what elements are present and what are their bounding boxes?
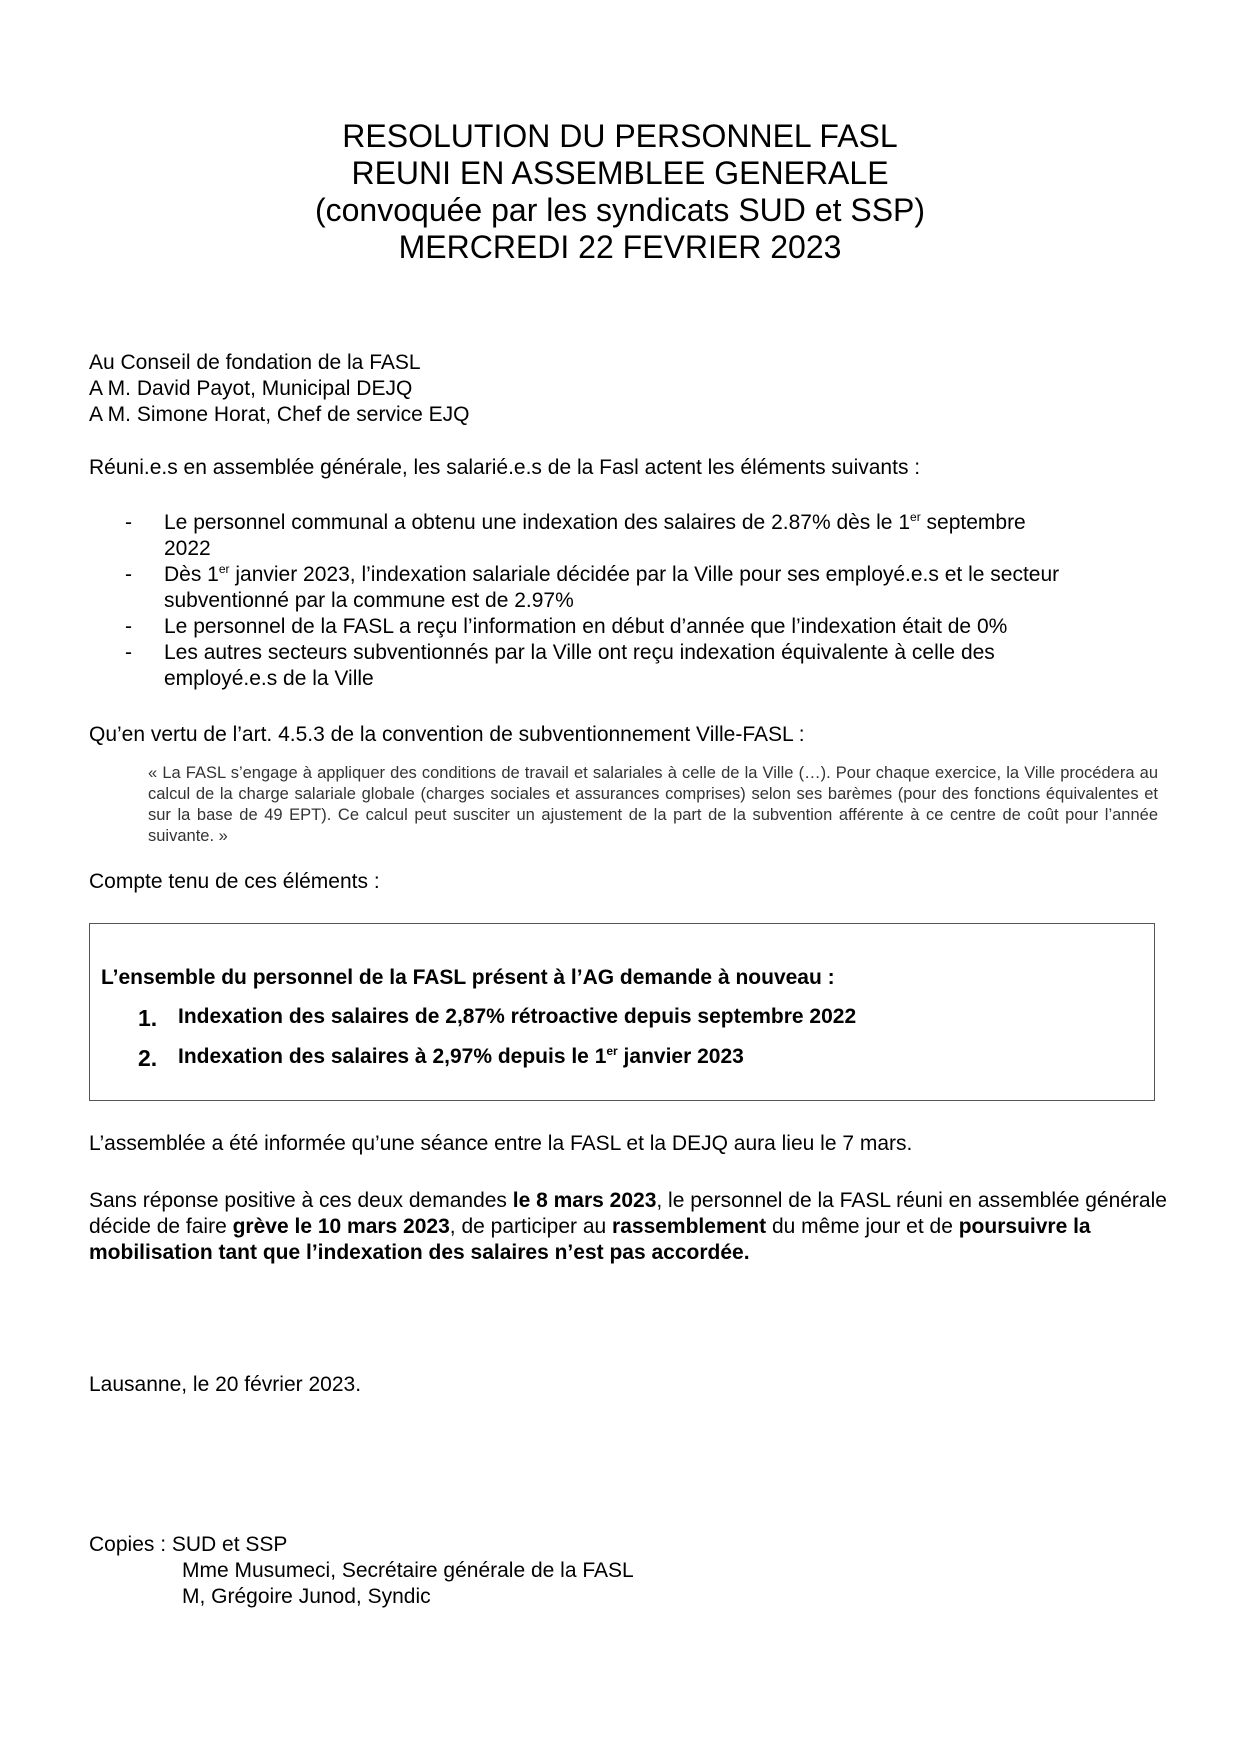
bullet-dash: - (125, 615, 132, 638)
demand-text: Indexation des salaires à 2,97% depuis le 1 (178, 1045, 607, 1068)
fact-text-line2: subventionné par la commune est de 2.97% (164, 589, 574, 612)
final-text: , le personnel de la FASL réuni en assemblée générale décide de faire (89, 1189, 1167, 1238)
final-text: du même jour et de (766, 1215, 959, 1238)
demands-list (138, 1005, 856, 1085)
intro-paragraph: Réuni.e.s en assemblée générale, les salarié.e.s de la Fasl actent les éléments suivants : (89, 456, 921, 479)
final-text: Sans réponse positive à ces deux demandes (89, 1189, 513, 1212)
fact-text: Le personnel de la FASL a reçu l’information en début d’année que l’indexation était de 0% (164, 615, 1008, 638)
fact-item (125, 640, 1155, 692)
superscript: er (910, 510, 921, 524)
demand-item (138, 1045, 856, 1085)
bullet-dash: - (125, 563, 132, 586)
resolution-title (0, 118, 1240, 266)
final-bold-date: le 8 mars 2023 (512, 1189, 657, 1212)
bullet-dash: - (125, 511, 132, 534)
title-line-2: REUNI EN ASSEMBLEE GENERALE (351, 155, 889, 191)
final-paragraph (89, 1188, 1169, 1266)
fact-text-line2: 2022 (164, 537, 211, 560)
final-text: , de participer au (449, 1215, 613, 1238)
title-line-3: (convoquée par les syndicats SUD et SSP) (314, 192, 926, 228)
final-bold-rally: rassemblement (612, 1215, 767, 1238)
demand-number: 1. (138, 1005, 158, 1031)
copies-line: Copies : SUD et SSP (89, 1533, 288, 1556)
place-date: Lausanne, le 20 février 2023. (89, 1373, 362, 1396)
facts-list (125, 510, 1155, 692)
addressee-line: A M. David Payot, Municipal DEJQ (89, 377, 413, 400)
informed-paragraph: L’assemblée a été informée qu’une séance entre la FASL et la DEJQ aura lieu le 7 mars. (89, 1132, 913, 1155)
fact-text-rest: septembre (920, 511, 1026, 534)
fact-item (125, 614, 1155, 640)
fact-text-line2: employé.e.s de la Ville (164, 667, 374, 690)
copies-block (89, 1532, 634, 1610)
copies-line: Mme Musumeci, Secrétaire générale de la FASL (182, 1559, 634, 1582)
addressee-block (89, 350, 469, 428)
demand-item (138, 1005, 856, 1045)
addressee-line: A M. Simone Horat, Chef de service EJQ (89, 403, 470, 426)
demand-number: 2. (138, 1045, 158, 1071)
fact-item (125, 562, 1155, 614)
final-bold-strike: grève le 10 mars 2023 (232, 1215, 450, 1238)
superscript: er (218, 562, 230, 576)
convention-quote: « La FASL s’engage à appliquer des conditions de travail et salariales à celle de la Ville (…). Pour chaque exercice, la Ville procédera au calcul de la charge salariale globale (charges sociales et assurances comprises) selon ses barèmes (pour des fonctions équivalentes et sur la base de 49 EPT). Ce calcul peut susciter un ajustement de la part de la subvention afférente à ce centre de coût pour l’année suivante. » (148, 764, 1158, 845)
bullet-dash: - (125, 641, 132, 664)
fact-text: Le personnel communal a obtenu une indexation des salaires de 2.87% dès le 1 (164, 511, 911, 534)
superscript: er (606, 1044, 618, 1058)
fact-text: Dès 1 (164, 563, 219, 586)
demand-text-rest: janvier 2023 (617, 1045, 744, 1068)
demands-box (89, 923, 1155, 1101)
demands-heading: L’ensemble du personnel de la FASL présent à l’AG demande à nouveau : (101, 966, 835, 989)
addressee-line: Au Conseil de fondation de la FASL (89, 351, 421, 374)
fact-text: Les autres secteurs subventionnés par la Ville ont reçu indexation équivalente à celle des (164, 641, 995, 664)
fact-text-rest: janvier 2023, l’indexation salariale décidée par la Ville pour ses employé.e.s et le secteur (229, 563, 1060, 586)
copies-line: M, Grégoire Junod, Syndic (182, 1585, 431, 1608)
demand-text: Indexation des salaires de 2,87% rétroactive depuis septembre 2022 (178, 1005, 857, 1028)
fact-item (125, 510, 1155, 562)
title-line-4: MERCREDI 22 FEVRIER 2023 (398, 229, 842, 265)
considering-line: Compte tenu de ces éléments : (89, 870, 380, 893)
final-bold-mobilisation: poursuivre la mobilisation tant que l’indexation des salaires n’est pas accordée. (89, 1215, 1091, 1264)
title-line-1: RESOLUTION DU PERSONNEL FASL (342, 118, 898, 154)
convention-intro: Qu’en vertu de l’art. 4.5.3 de la convention de subventionnement Ville-FASL : (89, 723, 805, 746)
